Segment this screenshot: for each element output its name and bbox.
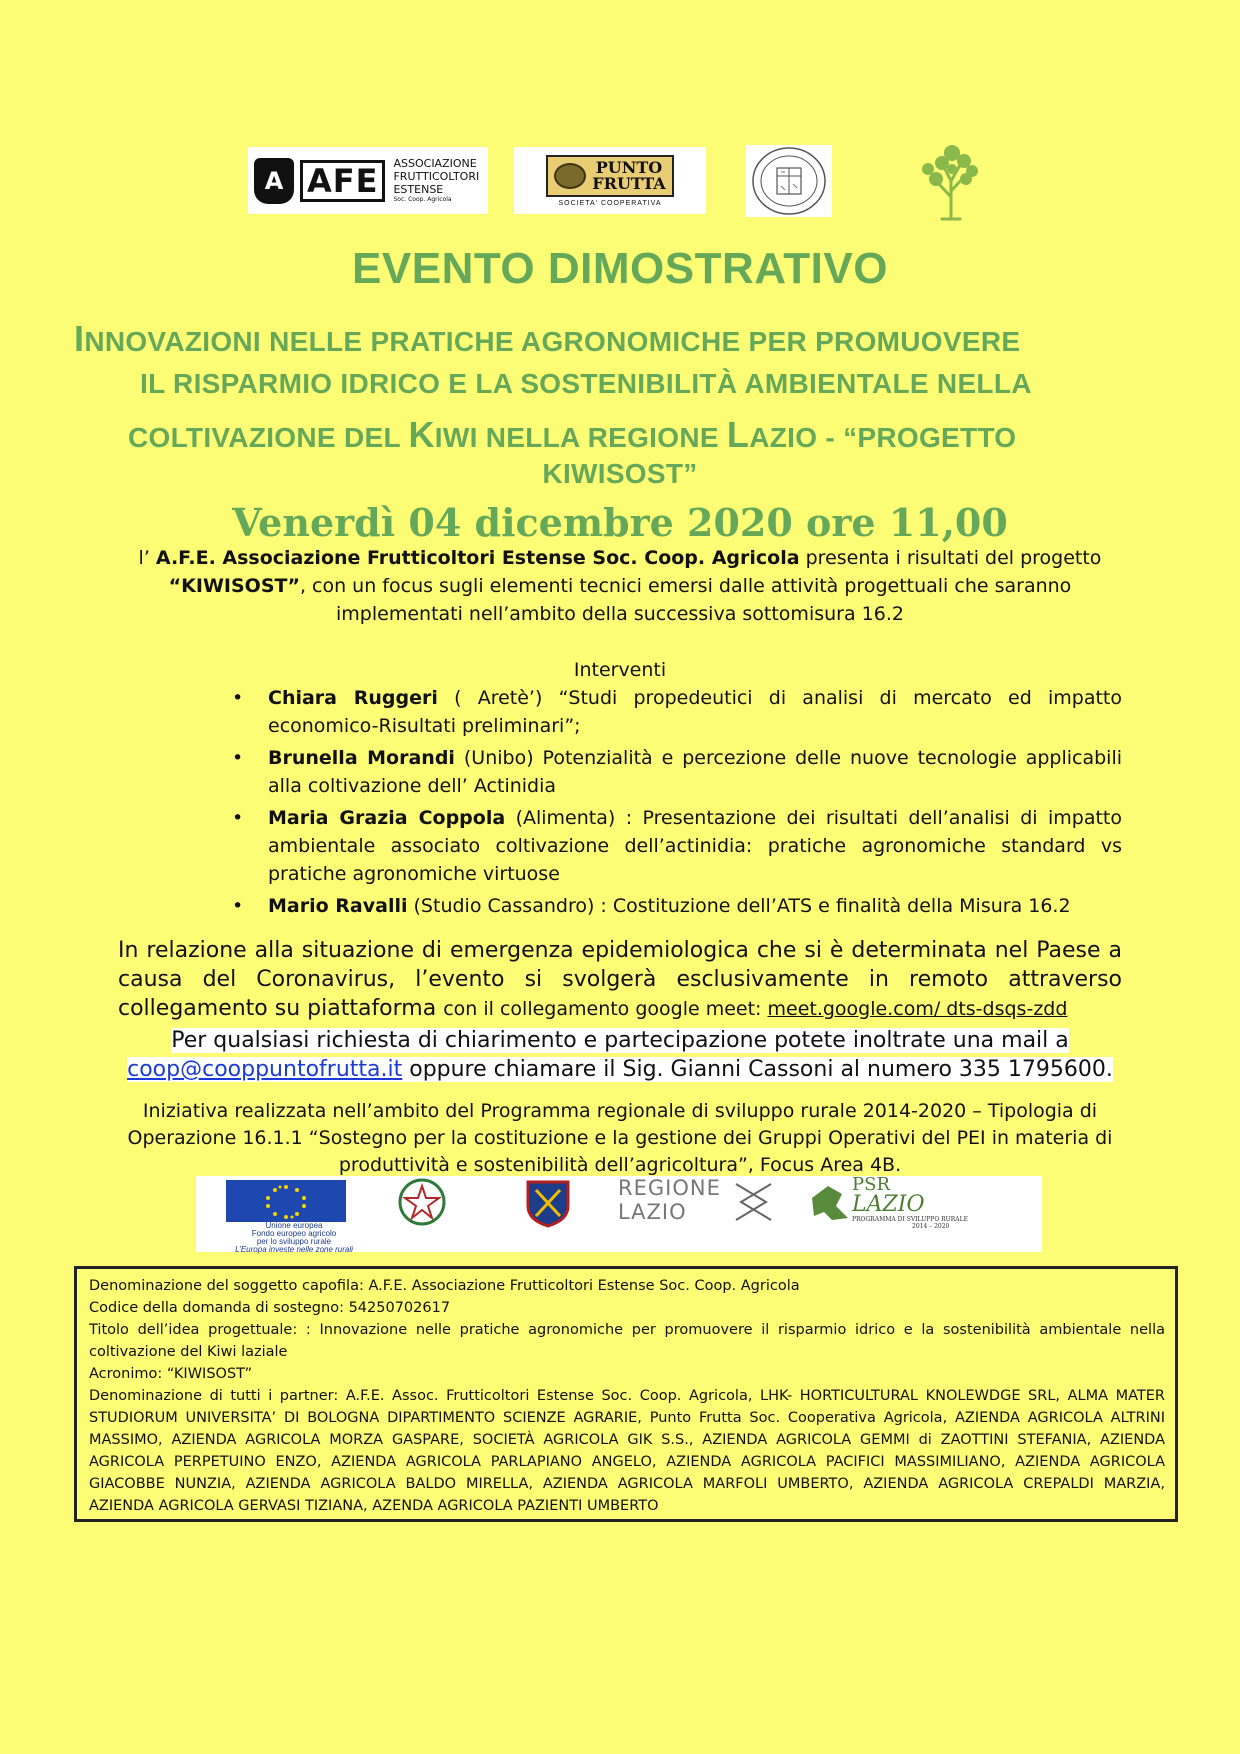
lazio-map-icon <box>812 1186 848 1220</box>
speaker-name: Brunella Morandi <box>268 747 455 769</box>
interventi-heading: Interventi <box>573 659 667 681</box>
speaker-name: Chiara Ruggeri <box>268 687 438 709</box>
subtitle-line-1: INNOVAZIONI NELLE PRATICHE AGRONOMICHE PER PROMUOVERE <box>74 318 1021 359</box>
partners-line: Denominazione di tutti i partner: A.F.E. Assoc. Frutticoltori Estense Soc. Coop. Agricola, LHK- HORTICULTURAL KNOLEWDGE SRL, ALMA MATER STUDIORUM UNIVERSITA’ DI BOLOGNA DIPARTIMENTO SCIENZE AGRARIE, Punto Frutta Soc. Cooperativa Agricola, AZIENDA AGRICOLA ALTRINI MASSIMO, AZIENDA AGRICOLA MORZA GASPARE, SOCIETÀ AGRICOLA GIK S.S., AZIENDA AGRICOLA GEMMI di ZAOTTINI STEFANIA, AZIENDA AGRICOLA PERPETUINO ENZO, AZIENDA AGRICOLA PARLAPIANO ANGELO, AZIENDA AGRICOLA PACIFICI MASSIMILIANO, AZIENDA AGRICOLA GIACOBBE NUNZIA, AZIENDA AGRICOLA BALDO MIRELLA, AZIENDA AGRICOLA MARFOLI UMBERTO, AZIENDA AGRICOLA CREPALDI MARZIA, AZIENDA AGRICOLA GERVASI TIZIANA, AZENDA AGRICOLA PAZIENTI UMBERTO <box>89 1388 1165 1514</box>
bullet-icon: • <box>232 747 244 769</box>
university-seal-icon <box>746 145 832 217</box>
meet-link[interactable]: meet.google.com/ dts-dsqs-zdd <box>767 998 1068 1020</box>
titolo-line: Titolo dell’idea progettuale: : Innovazione nelle pratiche agronomiche per promuovere il risparmio idrico e la sostenibilità ambientale nella coltivazione del Kiwi laziale <box>89 1322 1165 1360</box>
apple-icon: A <box>254 158 294 204</box>
regione-lazio-logo: REGIONE LAZIO <box>618 1176 721 1224</box>
subtitle-line-4: KIWISOST” <box>542 458 698 489</box>
list-item: • Maria Grazia Coppola (Alimenta) : Presentazione dei risultati dell’analisi di impatto ambientale associato coltivazione dell’actinidia: pratiche agronomiche standard vs pratiche agronomiche virtuose <box>230 804 1122 888</box>
project-name: “KIWISOST” <box>168 575 300 597</box>
event-date: Venerdì 04 dicembre 2020 ore 11,00 <box>232 500 1008 545</box>
organizer-name: A.F.E. Associazione Frutticoltori Estense Soc. Coop. Agricola <box>155 547 800 569</box>
funding-logos: Unione europea Fondo europeo agricolo per lo sviluppo rurale L’Europa investe nelle zone rurali REGIONE LAZIO PSR LAZIO PROGRAMMA DI SVILUPPO RURALE 2014 – 2020 <box>196 1176 1042 1252</box>
email-link[interactable]: coop@cooppuntofrutta.it <box>127 1057 403 1082</box>
capofila-line: Denominazione del soggetto capofila: A.F.E. Associazione Frutticoltori Estense Soc. Coop. Agricola <box>89 1278 800 1294</box>
contact-info: Per qualsiasi richiesta di chiarimento e partecipazione potete inoltrate una mail a coop@cooppuntofrutta.it oppure chiamare il Sig. Gianni Cassoni al numero 335 1795600. <box>127 1028 1113 1082</box>
subtitle-line-3: COLTIVAZIONE DEL KIWI NELLA REGIONE LAZIO - “PROGETTO <box>128 414 1017 455</box>
list-item: • Mario Ravalli (Studio Cassandro) : Costituzione dell’ATS e finalità della Misura 16.2 <box>230 892 1122 920</box>
intro-paragraph: l’ A.F.E. Associazione Frutticoltori Estense Soc. Coop. Agricola presenta i risultati del progetto “KIWISOST”, con un focus sugli elementi tecnici emersi dalle attività progettuali che saranno implementati nell’ambito della successiva sottomisura 16.2 <box>138 547 1102 625</box>
afe-logo <box>248 147 488 214</box>
bullet-icon: • <box>232 687 244 709</box>
list-item: • Chiara Ruggeri ( Aretè’) “Studi propedeutici di analisi di mercato ed impatto economico-Risultati preliminari”; <box>230 684 1122 740</box>
punto-frutta-logo: PUNTO FRUTTA SOCIETA' COOPERATIVA <box>514 147 706 214</box>
afe-logo-text: ASSOCIAZIONE FRUTTICOLTORI ESTENSE Soc. Coop. Agricola <box>393 157 480 203</box>
program-note: Iniziativa realizzata nell’ambito del Programma regionale di sviluppo rurale 2014-2020 – Tipologia di Operazione 16.1.1 “Sostegno per la costituzione e la gestione dei Gruppi Operativi del PEI in materia di produttività e sostenibilità dell’agricoltura”, Focus Area 4B. <box>127 1100 1113 1176</box>
bullet-icon: • <box>232 807 244 829</box>
list-item: • Brunella Morandi (Unibo) Potenzialità e percezione delle nuove tecnologie applicabili alla coltivazione dell’ Actinidia <box>230 744 1122 800</box>
speaker-name: Maria Grazia Coppola <box>268 807 506 829</box>
speaker-name: Mario Ravalli <box>268 895 408 917</box>
tree-icon <box>906 138 996 224</box>
afe-logo-word: AFE <box>300 160 385 202</box>
codice-line: Codice della domanda di sostegno: 54250702617 <box>89 1300 451 1316</box>
speakers-list <box>230 684 1122 924</box>
event-title: EVENTO DIMOSTRATIVO <box>352 244 888 293</box>
psr-lazio-logo: PSR LAZIO PROGRAMMA DI SVILUPPO RURALE 2014 – 2020 <box>852 1174 968 1230</box>
subtitle-line-2: IL RISPARMIO IDRICO E LA SOSTENIBILITÀ AMBIENTALE NELLA <box>140 368 1032 399</box>
covid-notice: In relazione alla situazione di emergenza epidemiologica che si è determinata nel Paese a causa del Coronavirus, l’evento si svolgerà esclusivamente in remoto attraverso collegamento su piattaforma con il collegamento google meet: meet.google.com/ dts-dsqs-zdd <box>118 938 1122 1021</box>
kiwi-icon <box>554 163 586 189</box>
project-info-box <box>74 1266 1178 1522</box>
acronimo-line: Acronimo: “KIWISOST” <box>89 1366 253 1382</box>
bullet-icon: • <box>232 895 244 917</box>
